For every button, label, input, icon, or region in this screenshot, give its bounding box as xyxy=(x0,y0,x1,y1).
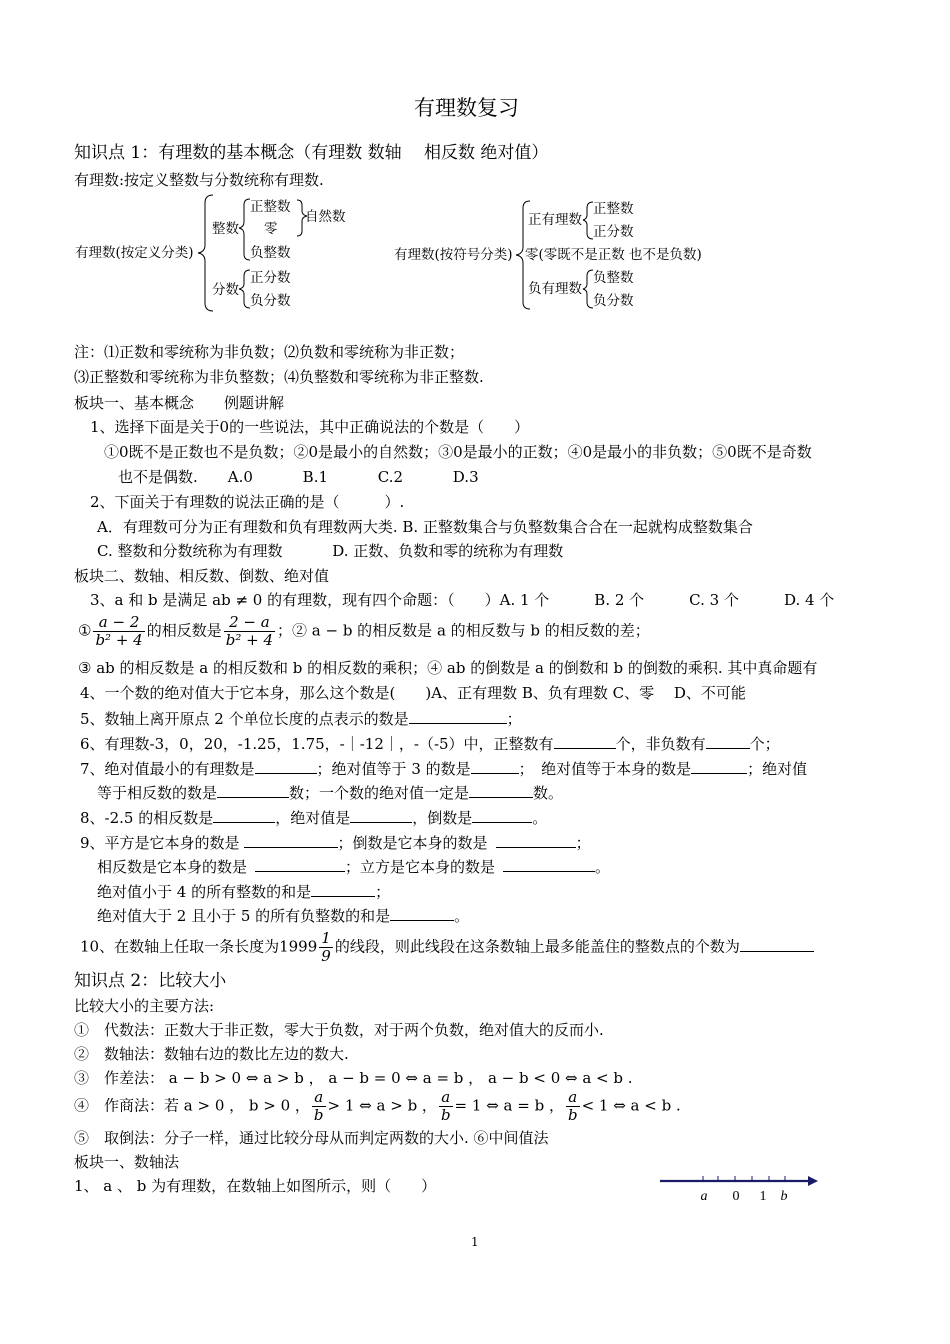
question-2-options-cd: C. 整数和分数统称为有理数 D. 正数、负数和零的统称为有理数 xyxy=(97,542,564,560)
brace-outer-icon xyxy=(198,195,213,311)
page-title: 有理数复习 xyxy=(414,96,519,120)
number-line-label-a: a xyxy=(700,1189,708,1204)
answer-blank[interactable] xyxy=(496,832,576,848)
block3-heading: 板块一、数轴法 xyxy=(74,1153,180,1171)
tree1-positive-fraction: 正分数 xyxy=(250,270,291,286)
section1-heading: 知识点 1：有理数的基本概念（有理数 数轴 相反数 绝对值） xyxy=(74,143,549,163)
tree2-root: 有理数(按符号分类) xyxy=(394,247,513,263)
question-7-line1: 7、绝对值最小的有理数是 ；绝对值等于 3 的数是 ； 绝对值等于本身的数是 ；绝对值 xyxy=(80,760,808,778)
number-line-label-1: 1 xyxy=(759,1189,767,1204)
answer-blank[interactable] xyxy=(350,807,412,823)
answer-blank[interactable] xyxy=(390,905,454,921)
comparison-methods-intro: 比较大小的主要方法: xyxy=(74,997,215,1015)
method-reciprocal: ⑤ 取倒法：分子一样，通过比较分母从而判定两数的大小. ⑥中间值法 xyxy=(74,1129,549,1147)
question-5: 5、数轴上离开原点 2 个单位长度的点表示的数是 ； xyxy=(80,710,522,728)
fraction-a-minus-2: $\frac{a - 2}{\text{b² + 4}}$ xyxy=(95,613,143,649)
answer-blank[interactable] xyxy=(740,936,814,952)
tree1-positive-integer: 正整数 xyxy=(250,199,291,215)
block2-heading: 板块二、数轴、相反数、倒数、绝对值 xyxy=(74,567,330,585)
note-line-2: ⑶正整数和零统称为非负整数；⑷负整数和零统称为非正整数. xyxy=(74,368,484,386)
answer-blank[interactable] xyxy=(213,807,275,823)
method-number-line: ② 数轴法：数轴右边的数比左边的数大. xyxy=(74,1045,349,1063)
fraction-2-minus-a: $\frac{2 - a}{\text{b² + 4}}$ xyxy=(225,613,273,649)
tree2-negative-fraction: 负分数 xyxy=(593,293,634,309)
question-6: 6、有理数-3，0，20，-1.25，1.75，-｜-12｜，-（-5）中，正整数有 个，非负数有 个； xyxy=(80,735,780,753)
question-11-stem: 1、 a 、 b 为有理数，在数轴上如图所示，则（ ） xyxy=(74,1177,437,1195)
question-3-proposition-1-2: ① $\frac{a - 2}{\text{b² + 4}}$ 的相反数是 $\frac{2 - a}{\text{b² + 4}}$ ；② a − b 的相反数是 a 的相反数与 b 的相反数的差； xyxy=(78,613,650,649)
question-1-options-line1: ①0既不是正数也不是负数；②0是最小的自然数；③0是最小的正数；④0是最小的非负数；⑤0既不是奇数 xyxy=(104,443,812,461)
fraction-a-over-b: $\frac{a}{b}$ xyxy=(313,1088,324,1124)
answer-blank[interactable] xyxy=(244,832,338,848)
tree1-fraction: 分数 xyxy=(212,282,239,298)
tree2-positive-rational: 正有理数 xyxy=(528,212,582,228)
tree2-braces xyxy=(0,0,1,1)
page-number: 1 xyxy=(471,1235,479,1249)
method-algebraic: ① 代数法：正数大于非正数，零大于负数，对于两个负数，绝对值大的反而小. xyxy=(74,1021,604,1039)
question-4: 4、一个数的绝对值大于它本身，那么这个数是( )A、正有理数 B、负有理数 C、零 D、不可能 xyxy=(80,684,746,702)
answer-blank[interactable] xyxy=(409,708,507,724)
question-9-line3: 绝对值小于 4 的所有整数的和是 ； xyxy=(97,883,391,901)
tree2-positive-integer: 正整数 xyxy=(593,201,634,217)
answer-blank[interactable] xyxy=(469,782,533,798)
question-10: 10、在数轴上任取一条长度为1999 $\frac{1}{9}$ 的线段，则此线段在这条数轴上最多能盖住的整数点的个数为 xyxy=(80,930,814,965)
answer-blank[interactable] xyxy=(471,758,519,774)
answer-blank[interactable] xyxy=(554,733,616,749)
tree2-negative-integer: 负整数 xyxy=(593,270,634,286)
brace-positive-icon xyxy=(583,202,593,239)
tree1-negative-fraction: 负分数 xyxy=(250,293,291,309)
question-9-line4: 绝对值大于 2 且小于 5 的所有负整数的和是 。 xyxy=(97,907,470,925)
method-quotient: ④ 作商法：若 a > 0 ， b > 0 ， $\frac{a}{b}$ > 1 ⇔ a > b ， $\frac{a}{b}$ = 1 ⇔ a = b ， $\frac{a}{b}$ < 1 ⇔ a < b . xyxy=(74,1088,681,1124)
answer-blank[interactable] xyxy=(255,758,317,774)
number-line-figure xyxy=(658,1170,828,1206)
question-7-line2: 等于相反数的数是 数；一个数的绝对值一定是 数。 xyxy=(97,784,564,802)
circled-one: ① xyxy=(78,621,92,640)
tree1-root: 有理数(按定义分类) xyxy=(75,245,194,261)
section2-heading: 知识点 2：比较大小 xyxy=(74,971,227,991)
answer-blank[interactable] xyxy=(217,782,289,798)
fraction-one-ninth: $\frac{1}{9}$ xyxy=(321,929,331,965)
answer-blank[interactable] xyxy=(255,856,345,872)
answer-blank[interactable] xyxy=(706,733,750,749)
rational-definition: 有理数:按定义整数与分数统称有理数. xyxy=(74,171,324,189)
brace-integer-icon xyxy=(239,199,250,260)
answer-blank[interactable] xyxy=(503,856,595,872)
number-line-label-0: 0 xyxy=(732,1189,740,1204)
tree2-negative-rational: 负有理数 xyxy=(528,281,582,297)
tree2-positive-fraction: 正分数 xyxy=(593,224,634,240)
brace-negative-icon xyxy=(583,270,593,308)
fraction-a-over-b: $\frac{a}{b}$ xyxy=(440,1088,451,1124)
question-3-proposition-3-4: ③ ab 的相反数是 a 的相反数和 b 的相反数的乘积；④ ab 的倒数是 a 的倒数和 b 的倒数的乘积. 其中真命题有 xyxy=(78,659,818,677)
question-2-stem: 2、下面关于有理数的说法正确的是（ ）. xyxy=(90,493,405,511)
question-2-options-ab: A．有理数可分为正有理数和负有理数两大类. B. 正整数集合与负整数集合合在一起就构成整数集合 xyxy=(97,518,753,536)
tree1-natural-number: 自然数 xyxy=(305,209,346,225)
brace-fraction-icon xyxy=(239,270,250,308)
tree2-zero: 零(零既不是正数 也不是负数) xyxy=(525,247,702,263)
question-1-stem: 1、选择下面是关于0的一些说法，其中正确说法的个数是（ ） xyxy=(90,418,530,436)
number-line-label-b: b xyxy=(780,1189,788,1204)
question-8: 8、-2.5 的相反数是 ，绝对值是 ，倒数是 。 xyxy=(80,809,548,827)
method-difference: ③ 作差法： a − b > 0 ⇔ a > b ， a − b = 0 ⇔ a = b ， a − b < 0 ⇔ a < b . xyxy=(74,1069,633,1087)
block1-heading: 板块一、基本概念 例题讲解 xyxy=(74,394,285,412)
question-9-line2: 相反数是它本身的数是 ；立方是它本身的数是 。 xyxy=(97,858,611,876)
number-line-arrow-icon xyxy=(808,1176,818,1186)
answer-blank[interactable] xyxy=(311,881,375,897)
tree1-negative-integer: 负整数 xyxy=(250,245,291,261)
tree1-zero: 零 xyxy=(264,221,278,237)
tree1-integer: 整数 xyxy=(212,221,239,237)
fraction-a-over-b: $\frac{a}{b}$ xyxy=(567,1088,578,1124)
question-9-line1: 9、平方是它本身的数是 ；倒数是它本身的数是 ； xyxy=(80,834,591,852)
answer-blank[interactable] xyxy=(691,758,747,774)
note-line-1: 注：⑴正数和零统称为非负数；⑵负数和零统称为非正数； xyxy=(74,343,465,361)
question-3-stem: 3、a 和 b 是满足 ab ≠ 0 的有理数，现有四个命题：（ ）A. 1 个 B. 2 个 C. 3 个 D. 4 个 xyxy=(90,591,835,609)
question-1-options-line2: 也不是偶数. A.0 B.1 C.2 D.3 xyxy=(118,468,479,486)
answer-blank[interactable] xyxy=(472,807,532,823)
